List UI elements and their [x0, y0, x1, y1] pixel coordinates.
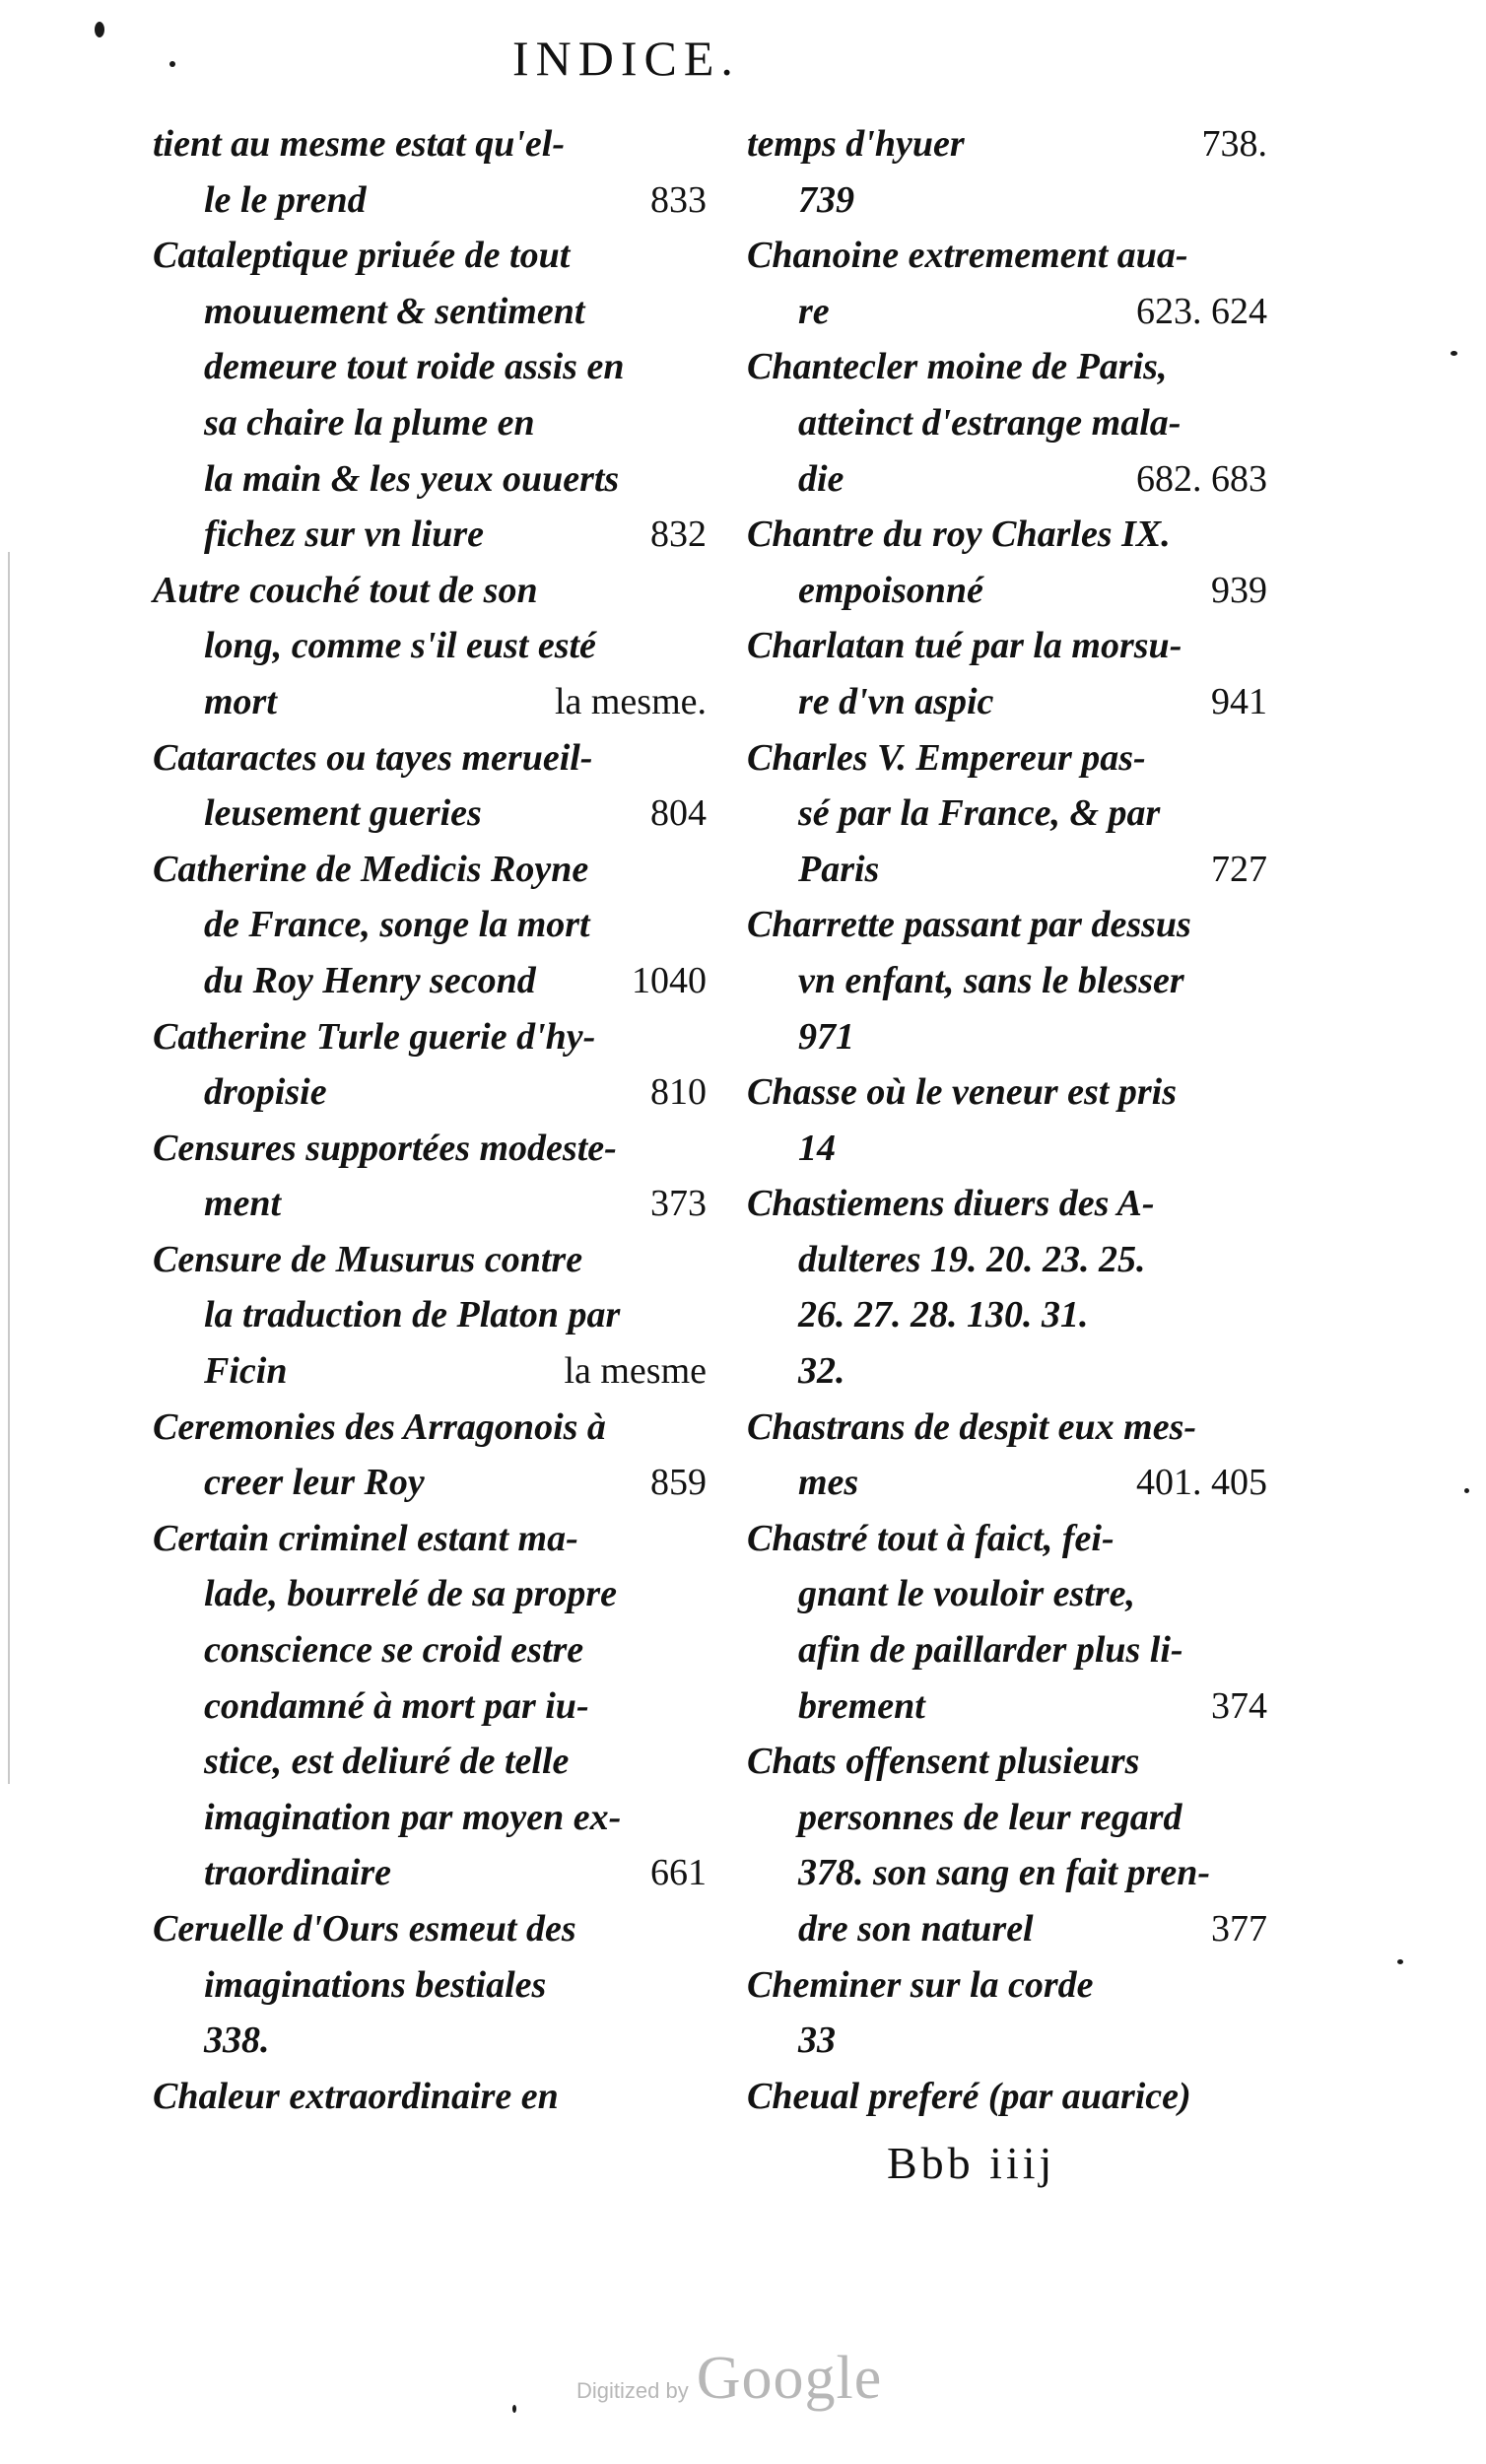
entry-heading-line: [747, 2069, 1267, 2125]
entry-continuation-line: [747, 563, 1267, 619]
entry-text: re d'vn aspic: [798, 680, 994, 722]
entry-text: stice, est deliuré de telle: [204, 1741, 570, 1783]
entry-heading-line: [153, 1400, 707, 1456]
entry-continuation-line: [747, 1232, 1267, 1288]
index-entry: [153, 1511, 707, 1901]
entry-text: mouuement & sentiment: [204, 290, 585, 332]
page-reference: 661: [650, 1852, 707, 1894]
ink-speck: [512, 2405, 516, 2413]
entry-text: dropisie: [204, 1071, 327, 1114]
entry-heading-line: [747, 1064, 1267, 1121]
entry-heading-line: [747, 507, 1267, 563]
running-head: INDICE.: [512, 31, 740, 86]
entry-text: sé par la France, & par: [798, 792, 1161, 835]
entry-continuation-line: [153, 897, 707, 953]
entry-continuation-line: [153, 1734, 707, 1790]
entry-heading-line: [747, 1734, 1267, 1790]
entry-continuation-line: [747, 1343, 1267, 1400]
watermark-brand: Google: [696, 2345, 883, 2412]
entry-heading-line: [747, 1957, 1267, 2014]
entry-text: Charles V. Empereur pas-: [747, 736, 1146, 779]
entry-text: temps d'hyuer: [747, 123, 965, 165]
entry-text: Ficin: [204, 1350, 288, 1393]
entry-continuation-line: [153, 1455, 707, 1511]
page-reference: la mesme.: [554, 680, 707, 722]
entry-text: leusement gueries: [204, 792, 482, 835]
page-reference: la mesme: [564, 1350, 707, 1393]
index-entry: [747, 618, 1267, 729]
index-entry: [153, 730, 707, 842]
entry-heading-line: [153, 228, 707, 284]
entry-continuation-line: [747, 2013, 1267, 2069]
entry-text: la traduction de Platon par: [204, 1294, 621, 1336]
entry-text: Chastiemens diuers des A-: [747, 1183, 1155, 1225]
entry-text: conscience se croid estre: [204, 1629, 584, 1672]
entry-continuation-line: [153, 1957, 707, 2014]
signature-mark: Bbb iiij: [887, 2138, 1056, 2188]
index-entry: [747, 1957, 1267, 2069]
page-reference: 832: [650, 513, 707, 556]
entry-text: tient au mesme estat qu'el-: [153, 123, 565, 165]
entry-heading-line: [153, 1232, 707, 1288]
entry-heading-line: [153, 1121, 707, 1177]
entry-continuation-line: [153, 1343, 707, 1400]
entry-continuation-line: [153, 451, 707, 508]
entry-heading-line: [747, 339, 1267, 395]
entry-continuation-line: [153, 339, 707, 395]
entry-continuation-line: [747, 953, 1267, 1009]
entry-heading-line: [747, 1400, 1267, 1456]
page-reference: 623. 624: [1136, 290, 1267, 332]
entry-continuation-line: [747, 1790, 1267, 1846]
entry-text: die: [798, 457, 844, 500]
ink-speck: [1397, 1959, 1403, 1964]
entry-text: Censures supportées modeste-: [153, 1127, 617, 1169]
index-entry: [747, 228, 1267, 339]
entry-text: Censure de Musurus contre: [153, 1238, 583, 1280]
entry-text: ment: [204, 1183, 282, 1225]
index-entry: [747, 339, 1267, 507]
entry-text: traordinaire: [204, 1852, 392, 1894]
entry-text: sa chaire la plume en: [204, 401, 535, 444]
entry-text: condamné à mort par iu-: [204, 1684, 589, 1727]
entry-text: 33: [798, 2019, 836, 2062]
entry-text: Cataleptique priuée de tout: [153, 235, 571, 277]
index-entry: [747, 897, 1267, 1064]
entry-continuation-line: [747, 451, 1267, 508]
entry-heading-line: [153, 116, 707, 172]
entry-text: Chastrans de despit eux mes-: [747, 1405, 1197, 1448]
entry-continuation-line: [747, 786, 1267, 842]
entry-continuation-line: [153, 618, 707, 674]
entry-continuation-line: [747, 1455, 1267, 1511]
entry-continuation-line: [747, 1009, 1267, 1065]
entry-text: fichez sur vn liure: [204, 513, 484, 556]
entry-text: creer leur Roy: [204, 1462, 425, 1504]
entry-text: Chastré tout à faict, fei-: [747, 1517, 1114, 1559]
page-reference: 859: [650, 1462, 707, 1504]
entry-continuation-line: [153, 1566, 707, 1622]
page-reference: 401. 405: [1136, 1462, 1267, 1504]
ink-speck: [169, 61, 175, 67]
entry-continuation-line: [153, 1176, 707, 1232]
entry-text: Cheual preferé (par auarice): [747, 2075, 1191, 2117]
entry-text: mes: [798, 1462, 859, 1504]
entry-text: empoisonné: [798, 569, 983, 611]
entry-text: Autre couché tout de son: [153, 569, 538, 611]
page-reference: 941: [1211, 680, 1267, 722]
page-reference: 804: [650, 792, 707, 835]
entry-text: Chantre du roy Charles IX.: [747, 513, 1171, 556]
entry-text: Ceremonies des Arragonois à: [153, 1405, 606, 1448]
entry-text: de France, songe la mort: [204, 904, 590, 946]
entry-text: Charrette passant par dessus: [747, 904, 1191, 946]
entry-text: vn enfant, sans le blesser: [798, 959, 1184, 1001]
entry-heading-line: [153, 842, 707, 898]
index-entry: [153, 2069, 707, 2125]
entry-text: gnant le vouloir estre,: [798, 1573, 1136, 1615]
entry-continuation-line: [747, 1566, 1267, 1622]
entry-continuation-line: [153, 172, 707, 229]
watermark-prefix: Digitized by: [576, 2378, 689, 2403]
entry-text: Chasse où le veneur est pris: [747, 1071, 1177, 1114]
digitization-watermark: [576, 2344, 882, 2414]
index-entry: [153, 842, 707, 1009]
entry-text: 971: [798, 1015, 854, 1058]
entry-text: lade, bourrelé de sa propre: [204, 1573, 618, 1615]
entry-continuation-line: [747, 1678, 1267, 1735]
index-entry: [747, 730, 1267, 898]
entry-continuation-line: [153, 1790, 707, 1846]
entry-text: Charlatan tué par la morsu-: [747, 625, 1182, 667]
entry-text: 32.: [798, 1350, 845, 1393]
entry-heading-line: [747, 116, 1267, 172]
index-entry: [747, 507, 1267, 618]
entry-continuation-line: [153, 395, 707, 451]
page-reference: 682. 683: [1136, 457, 1267, 500]
page-edge-shadow: [8, 552, 10, 1784]
entry-text: dre son naturel: [798, 1908, 1034, 1950]
index-entry: [747, 1064, 1267, 1176]
entry-heading-line: [153, 563, 707, 619]
entry-heading-line: [153, 1901, 707, 1957]
entry-continuation-line: [747, 1622, 1267, 1678]
entry-text: Cataractes ou tayes merueil-: [153, 736, 593, 779]
entry-continuation-line: [153, 1287, 707, 1343]
entry-text: Chantecler moine de Paris,: [747, 346, 1168, 388]
entry-continuation-line: [153, 674, 707, 730]
page-reference: 1040: [632, 959, 707, 1001]
entry-text: du Roy Henry second: [204, 959, 536, 1001]
page-reference: 810: [650, 1071, 707, 1114]
entry-heading-line: [153, 1511, 707, 1567]
ink-speck: [1464, 1488, 1469, 1493]
index-entry: [747, 1734, 1267, 1956]
entry-continuation-line: [153, 953, 707, 1009]
entry-continuation-line: [747, 1901, 1267, 1957]
entry-text: re: [798, 290, 830, 332]
entry-heading-line: [153, 2069, 707, 2125]
entry-text: Chanoine extremement aua-: [747, 235, 1188, 277]
entry-continuation-line: [153, 786, 707, 842]
entry-text: Catherine de Medicis Royne: [153, 848, 589, 890]
entry-heading-line: [153, 1009, 707, 1065]
entry-text: dulteres 19. 20. 23. 25.: [798, 1238, 1146, 1280]
entry-continuation-line: [747, 842, 1267, 898]
entry-continuation-line: [747, 674, 1267, 730]
index-entry: [747, 1176, 1267, 1399]
entry-continuation-line: [747, 284, 1267, 340]
entry-heading-line: [747, 1511, 1267, 1567]
ink-speck: [1451, 351, 1457, 356]
entry-heading-line: [747, 228, 1267, 284]
entry-text: Ceruelle d'Ours esmeut des: [153, 1908, 576, 1950]
entry-continuation-line: [153, 507, 707, 563]
entry-heading-line: [747, 730, 1267, 787]
index-entry: [153, 563, 707, 730]
index-entry: [747, 1511, 1267, 1734]
entry-text: Catherine Turle guerie d'hy-: [153, 1015, 596, 1058]
page-reference: 374: [1211, 1684, 1267, 1727]
entry-text: Paris: [798, 848, 880, 890]
entry-text: le le prend: [204, 178, 367, 221]
entry-continuation-line: [153, 1622, 707, 1678]
index-entry: [153, 1400, 707, 1511]
index-entry: [747, 2069, 1267, 2125]
entry-continuation-line: [747, 172, 1267, 229]
entry-continuation-line: [153, 2013, 707, 2069]
index-entry: [747, 116, 1267, 228]
entry-text: 26. 27. 28. 130. 31.: [798, 1294, 1089, 1336]
index-column-right: [747, 116, 1267, 2124]
index-entry: [153, 1901, 707, 2069]
entry-continuation-line: [747, 395, 1267, 451]
entry-text: personnes de leur regard: [798, 1796, 1182, 1838]
page-reference: 738.: [1201, 123, 1267, 165]
entry-heading-line: [153, 730, 707, 787]
entry-text: atteinct d'estrange mala-: [798, 401, 1182, 444]
page-reference: 373: [650, 1183, 707, 1225]
entry-text: long, comme s'il eust esté: [204, 625, 596, 667]
entry-text: 378. son sang en fait pren-: [798, 1852, 1211, 1894]
index-entry: [153, 1009, 707, 1121]
ink-speck: [95, 22, 104, 37]
entry-continuation-line: [153, 1678, 707, 1735]
entry-text: Cheminer sur la corde: [747, 1963, 1094, 2006]
entry-text: imagination par moyen ex-: [204, 1796, 622, 1838]
entry-text: demeure tout roide assis en: [204, 346, 625, 388]
entry-text: afin de paillarder plus li-: [798, 1629, 1183, 1672]
entry-text: Certain criminel estant ma-: [153, 1517, 578, 1559]
entry-text: 14: [798, 1127, 836, 1169]
entry-text: Chats offensent plusieurs: [747, 1741, 1140, 1783]
entry-heading-line: [747, 1176, 1267, 1232]
entry-continuation-line: [747, 1287, 1267, 1343]
entry-text: la main & les yeux ouuerts: [204, 457, 620, 500]
index-column-left: [153, 116, 707, 2124]
entry-text: 739: [798, 178, 854, 221]
entry-heading-line: [747, 897, 1267, 953]
index-entry: [747, 1400, 1267, 1511]
page-reference: 833: [650, 178, 707, 221]
index-entry: [153, 228, 707, 563]
entry-text: brement: [798, 1684, 925, 1727]
page-reference: 939: [1211, 569, 1267, 611]
entry-continuation-line: [153, 284, 707, 340]
entry-text: mort: [204, 680, 277, 722]
index-entry: [153, 1232, 707, 1400]
page-reference: 727: [1211, 848, 1267, 890]
entry-text: Chaleur extraordinaire en: [153, 2075, 559, 2117]
entry-continuation-line: [747, 1845, 1267, 1901]
index-entry: [153, 116, 707, 228]
entry-text: imaginations bestiales: [204, 1963, 547, 2006]
entry-continuation-line: [747, 1121, 1267, 1177]
page-reference: 377: [1211, 1908, 1267, 1950]
index-entry: [153, 1121, 707, 1232]
entry-heading-line: [747, 618, 1267, 674]
entry-continuation-line: [153, 1845, 707, 1901]
entry-continuation-line: [153, 1064, 707, 1121]
entry-text: 338.: [204, 2019, 270, 2062]
